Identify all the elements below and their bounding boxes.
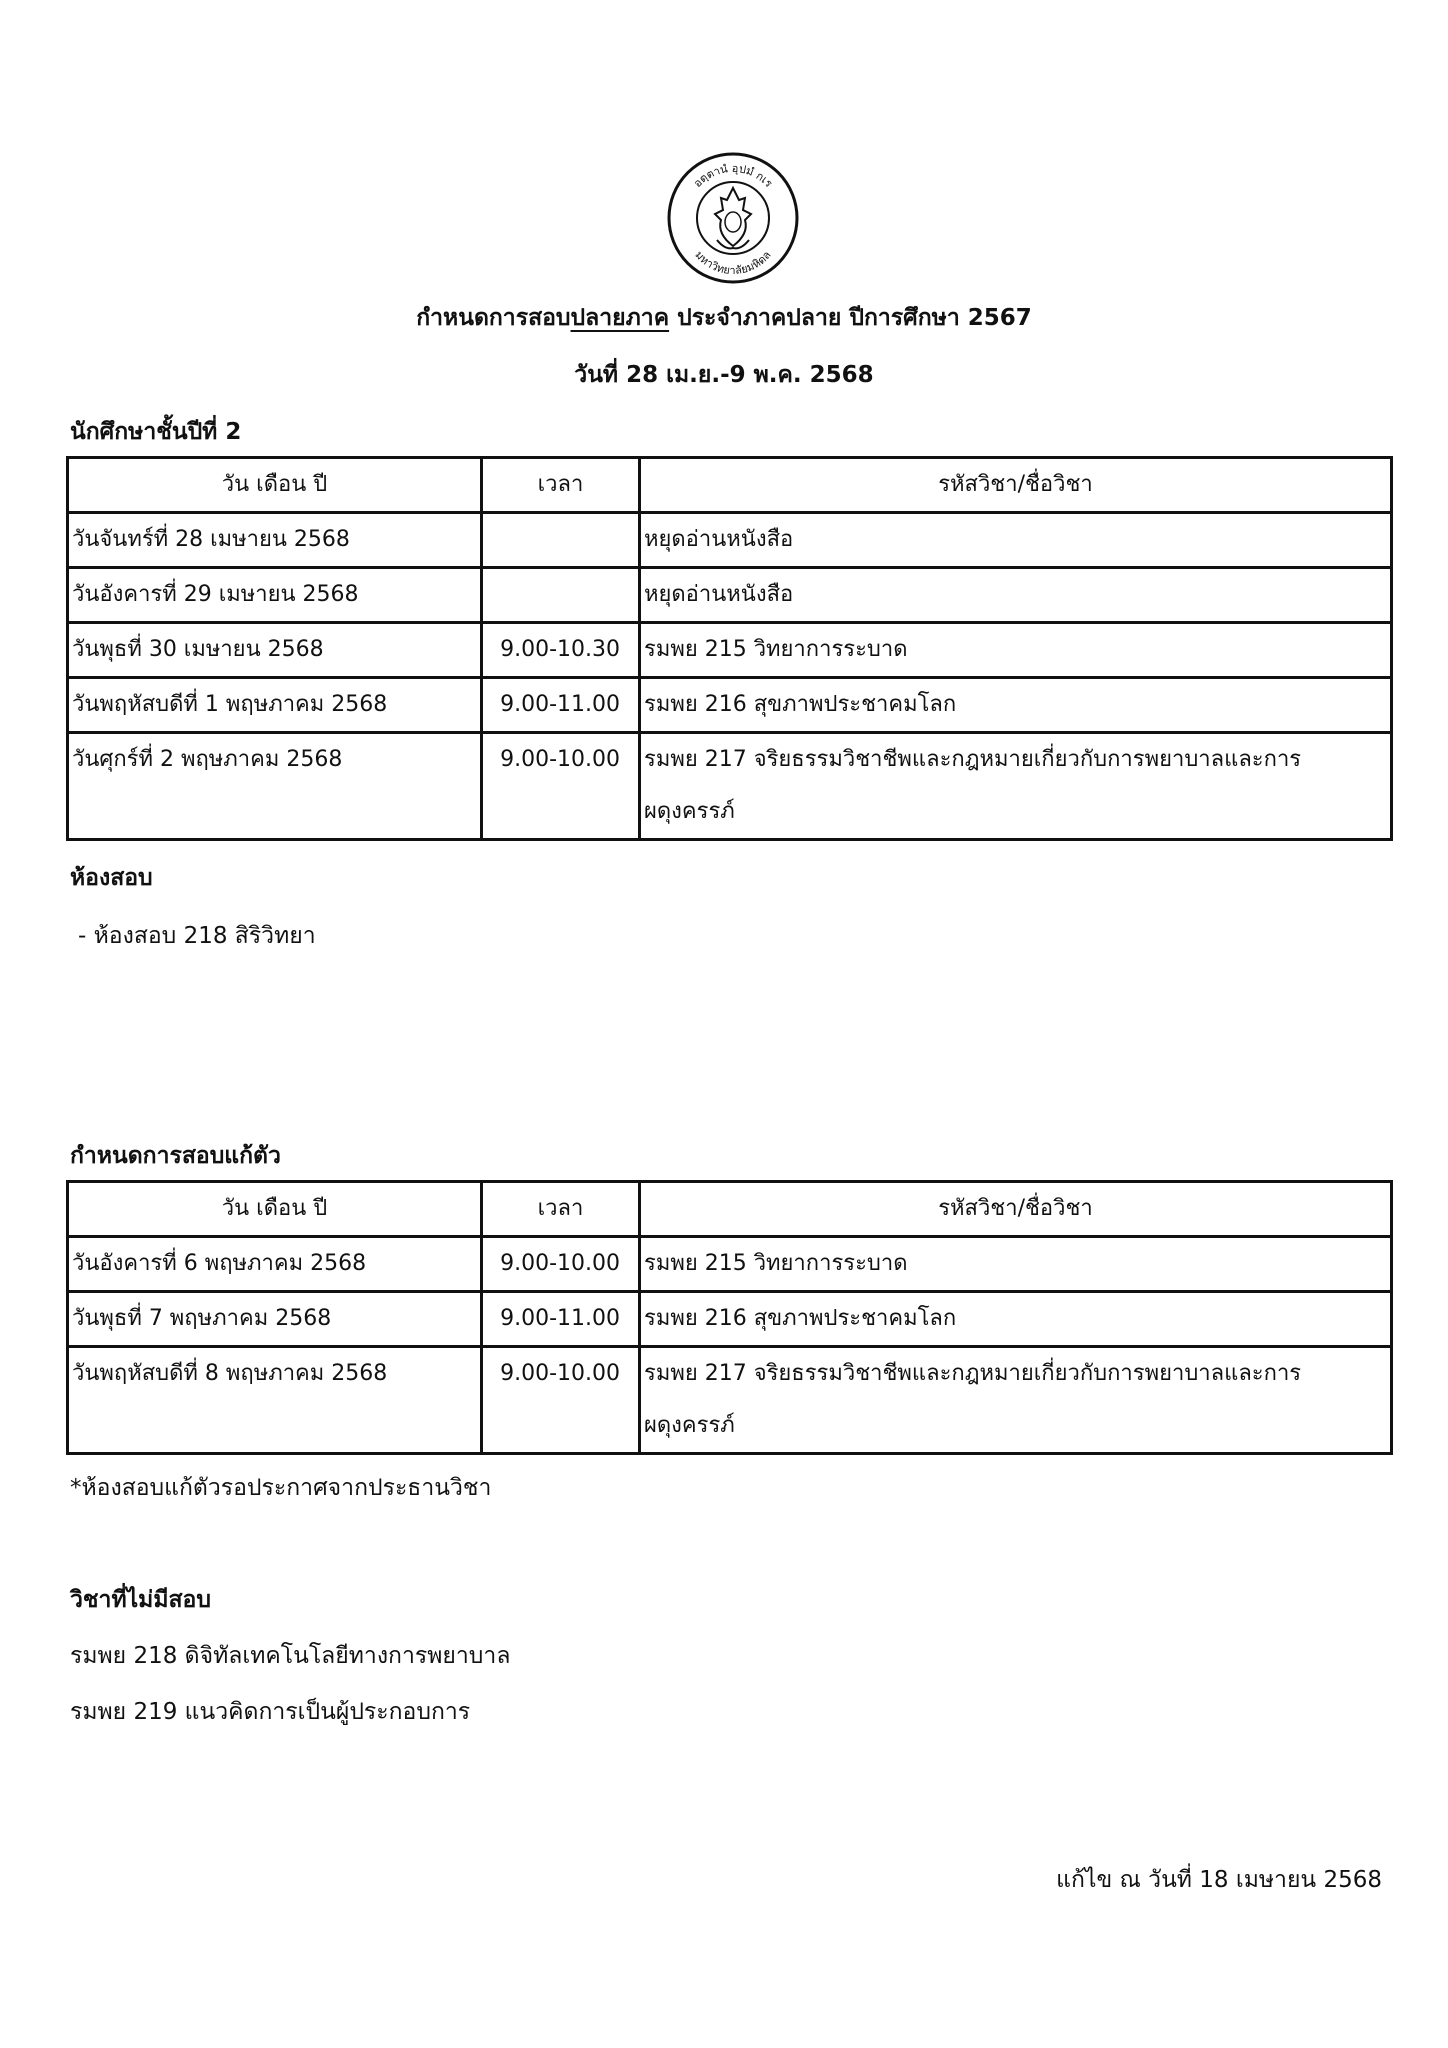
exam-room-text: - ห้องสอบ 218 สิริวิทยา — [78, 923, 316, 949]
table-row — [68, 678, 1392, 733]
svg-text:มหาวิทยาลัยมหิดล — [692, 248, 773, 277]
exam-date-range: วันที่ 28 เม.ย.-9 พ.ค. 2568 — [574, 362, 874, 388]
cell-subject: รมพย 215 วิทยาการระบาด — [640, 623, 1392, 678]
column-header-subject: รหัสวิชา/ชื่อวิชา — [640, 1182, 1392, 1237]
cell-date: วันพฤหัสบดีที่ 8 พฤษภาคม 2568 — [68, 1347, 482, 1454]
column-header-time: เวลา — [482, 458, 640, 513]
seal-motto-text: อตฺตานํ อุปมํ กเร — [691, 161, 776, 190]
cell-subject: รมพย 216 สุขภาพประชาคมโลก — [640, 678, 1392, 733]
column-header-subject: รหัสวิชา/ชื่อวิชา — [640, 458, 1392, 513]
cell-time — [482, 513, 640, 568]
table-row — [68, 568, 1392, 623]
cell-date: วันพฤหัสบดีที่ 1 พฤษภาคม 2568 — [68, 678, 482, 733]
cell-date: วันอังคารที่ 6 พฤษภาคม 2568 — [68, 1237, 482, 1292]
no-exam-item: รมพย 219 แนวคิดการเป็นผู้ประกอบการ — [70, 1699, 471, 1725]
cell-subject: รมพย 216 สุขภาพประชาคมโลก — [640, 1292, 1392, 1347]
cell-date: วันอังคารที่ 29 เมษายน 2568 — [68, 568, 482, 623]
title-suffix: ประจำภาคปลาย ปีการศึกษา 2567 — [669, 305, 1032, 331]
cell-subject: รมพย 217 จริยธรรมวิชาชีพและกฎหมายเกี่ยวกับการพยาบาลและการผดุงครรภ์ — [640, 733, 1392, 840]
cell-subject: หยุดอ่านหนังสือ — [640, 513, 1392, 568]
table-header-row — [68, 1182, 1392, 1237]
cell-date: วันพุธที่ 30 เมษายน 2568 — [68, 623, 482, 678]
title-prefix: กำหนดการสอบ — [416, 305, 571, 331]
makeup-exam-table — [66, 1180, 1393, 1455]
cell-date: วันพุธที่ 7 พฤษภาคม 2568 — [68, 1292, 482, 1347]
cell-date: วันจันทร์ที่ 28 เมษายน 2568 — [68, 513, 482, 568]
cell-time: 9.00-10.00 — [482, 1237, 640, 1292]
cell-date: วันศุกร์ที่ 2 พฤษภาคม 2568 — [68, 733, 482, 840]
cell-subject: รมพย 215 วิทยาการระบาด — [640, 1237, 1392, 1292]
exam-room-heading: ห้องสอบ — [70, 865, 153, 891]
column-header-date: วัน เดือน ปี — [68, 458, 482, 513]
section-heading-makeup: กำหนดการสอบแก้ตัว — [70, 1143, 281, 1169]
exam-schedule-title — [0, 300, 1448, 336]
table-row — [68, 1347, 1392, 1454]
column-header-time: เวลา — [482, 1182, 640, 1237]
no-exam-item: รมพย 218 ดิจิทัลเทคโนโลยีทางการพยาบาล — [70, 1643, 511, 1669]
table-row — [68, 733, 1392, 840]
table-row — [68, 1237, 1392, 1292]
cell-subject: หยุดอ่านหนังสือ — [640, 568, 1392, 623]
table-header-row — [68, 458, 1392, 513]
cell-time: 9.00-10.00 — [482, 733, 640, 840]
svg-text:อตฺตานํ อุปมํ กเร — [691, 162, 775, 190]
column-header-date: วัน เดือน ปี — [68, 1182, 482, 1237]
title-underlined: ปลายภาค — [570, 305, 670, 331]
cell-time: 9.00-10.30 — [482, 623, 640, 678]
section-heading-no-exam: วิชาที่ไม่มีสอบ — [70, 1587, 211, 1613]
final-exam-table — [66, 456, 1393, 841]
university-seal-logo — [665, 150, 801, 286]
cell-time: 9.00-11.00 — [482, 1292, 640, 1347]
section-heading-year2: นักศึกษาชั้นปีที่ 2 — [70, 419, 242, 445]
revision-date: แก้ไข ณ วันที่ 18 เมษายน 2568 — [1056, 1867, 1382, 1893]
cell-time: 9.00-11.00 — [482, 678, 640, 733]
table-row — [68, 1292, 1392, 1347]
makeup-room-note: *ห้องสอบแก้ตัวรอประกาศจากประธานวิชา — [70, 1475, 492, 1501]
cell-time: 9.00-10.00 — [482, 1347, 640, 1454]
seal-university-text: มหาวิทยาลัยมหิดล — [692, 248, 774, 278]
table-row — [68, 513, 1392, 568]
cell-time — [482, 568, 640, 623]
cell-subject: รมพย 217 จริยธรรมวิชาชีพและกฎหมายเกี่ยวกับการพยาบาลและการผดุงครรภ์ — [640, 1347, 1392, 1454]
table-row — [68, 623, 1392, 678]
